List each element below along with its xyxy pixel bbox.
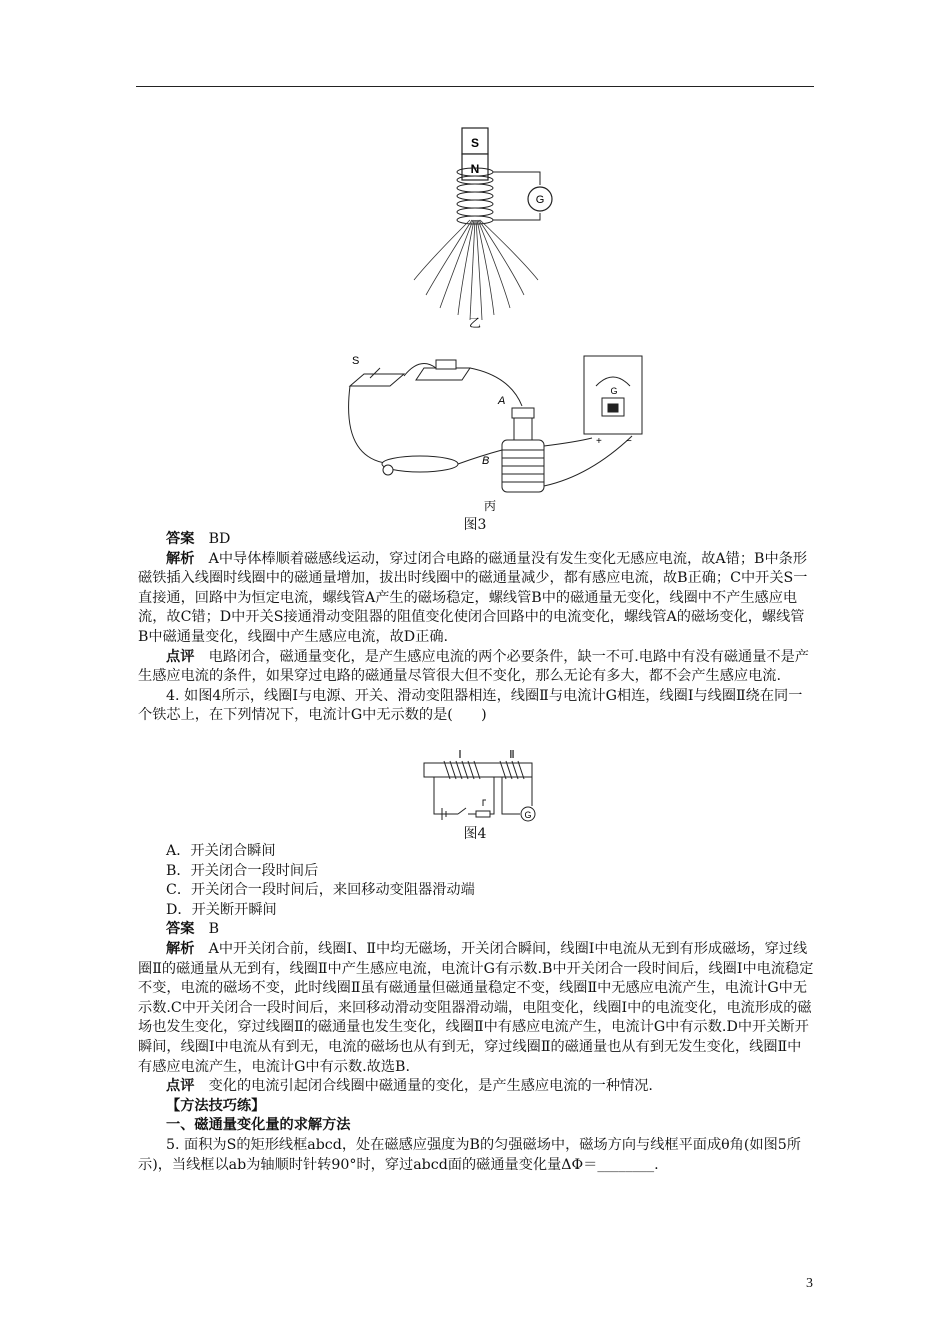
page-number: 3: [806, 1276, 813, 1291]
header-rule: [136, 86, 814, 87]
q4-body: [138, 842, 814, 1175]
label-g: G: [535, 194, 545, 206]
q4-analysis-text: A中开关闭合前，线圈Ⅰ、Ⅱ中均无磁场，开关闭合瞬间，线圈Ⅰ中电流从无到有形成磁场，穿过线圈Ⅱ的磁通量从无到有，线圈Ⅱ中产生感应电流，电流计G有示数.B中开关闭合一段时间后，线圈Ⅰ中电流稳定不变，电流的磁场不变，此时线圈Ⅱ虽有磁通量但磁通量稳定不变，线圈Ⅱ中无感应电流产生，电流计G中无示数.C中开关闭合一段时间后，来回移动滑动变阻器滑动端，电阻变化，线圈Ⅰ中的电流变化，电流形成的磁场也发生变化，穿过线圈Ⅱ的磁通量也发生变化，线圈Ⅱ中有感应电流产生，电流计G中有示数.D中开关断开瞬间，线圈Ⅰ中电流从有到无，电流的磁场也从有到无，穿过线圈Ⅱ的磁通量也从有到无发生变化，线圈Ⅱ中有感应电流产生，电流计G中有示数.故选B.: [138, 940, 814, 1075]
figure-solenoid-circuit: [340, 346, 650, 514]
caption-yi: 乙: [468, 316, 482, 328]
question-5: 5. 面积为S的矩形线框abcd，处在磁感应强度为B的匀强磁场中，磁场方向与线框平面成θ角(如图5所示)，当线框以ab为轴顺时针转90°时，穿过abcd面的磁通量变化量ΔΦ＝________.: [138, 1136, 801, 1173]
answer-label: 答案: [166, 531, 195, 547]
label-n: N: [470, 162, 480, 176]
comment-label: 点评: [166, 648, 195, 665]
label-b: B: [482, 455, 490, 467]
option-c: C．开关闭合一段时间后，来回移动变阻器滑动端: [166, 882, 475, 899]
label-s: S: [470, 136, 480, 150]
analysis-text: A中导体棒顺着磁感线运动，穿过闭合电路的磁通量没有发生变化无感应电流，故A错；B中条形磁铁插入线圈时线圈中的磁通量增加，拔出时线圈中的磁通量减少，都有感应电流，故B正确；C中开关S一直接通，回路中为恒定电流，螺线管A产生的磁场稳定，螺线管B中的磁通量无变化，线圈中不产生感应电流，故C错；D中开关S接通滑动变阻器的阻值变化使闭合回路中的电流变化，螺线管A的磁场变化，螺线管B中磁通量变化，线圈中产生感应电流，故D正确.: [138, 550, 808, 645]
method-heading: 【方法技巧练】: [166, 1097, 266, 1114]
q4-answer-value: B: [208, 921, 220, 938]
option-a: A．开关闭合瞬间: [166, 843, 276, 859]
q3-solution: [138, 530, 814, 726]
figure4-caption: 图4: [463, 826, 487, 842]
answer-value: BD: [208, 531, 231, 547]
figure3-caption: 图3: [463, 517, 487, 533]
caption-bing: 丙: [483, 499, 497, 513]
figure-4-coils: [420, 748, 536, 824]
method-subheading: 一、磁通量变化量的求解方法: [166, 1117, 351, 1134]
label-s-switch: S: [352, 355, 360, 367]
question-4-stem: 4. 如图4所示，线圈Ⅰ与电源、开关、滑动变阻器相连，线圈Ⅱ与电流计G相连，线圈Ⅰ与线圈Ⅱ绕在同一个铁芯上，在下列情况下，电流计G中无示数的是( ): [138, 687, 803, 724]
figure-magnet-coil: [410, 120, 610, 328]
option-b: B．开关闭合一段时间后: [166, 862, 319, 879]
option-d: D．开关断开瞬间: [166, 901, 277, 918]
label-coil-ii: Ⅱ: [509, 749, 515, 761]
q4-answer-label: 答案: [166, 921, 195, 938]
label-coil-i: Ⅰ: [458, 749, 462, 761]
q4-analysis-label: 解析: [166, 940, 195, 957]
analysis-label: 解析: [166, 550, 195, 567]
q4-comment-text: 变化的电流引起闭合线圈中磁通量的变化，是产生感应电流的一种情况.: [208, 1078, 653, 1095]
label-minus: −: [626, 436, 632, 447]
label-fig4-g: G: [524, 810, 532, 820]
label-plus: +: [596, 436, 602, 447]
comment-text: 电路闭合，磁通量变化，是产生感应电流的两个必要条件，缺一不可.电路中有没有磁通量不是产生感应电流的条件，如果穿过电路的磁通量尽管很大但不变化，那么无论有多大，都不会产生感应电流.: [138, 648, 809, 685]
label-meter-g: G: [610, 386, 618, 396]
q4-comment-label: 点评: [166, 1078, 195, 1095]
label-a: A: [498, 395, 506, 407]
